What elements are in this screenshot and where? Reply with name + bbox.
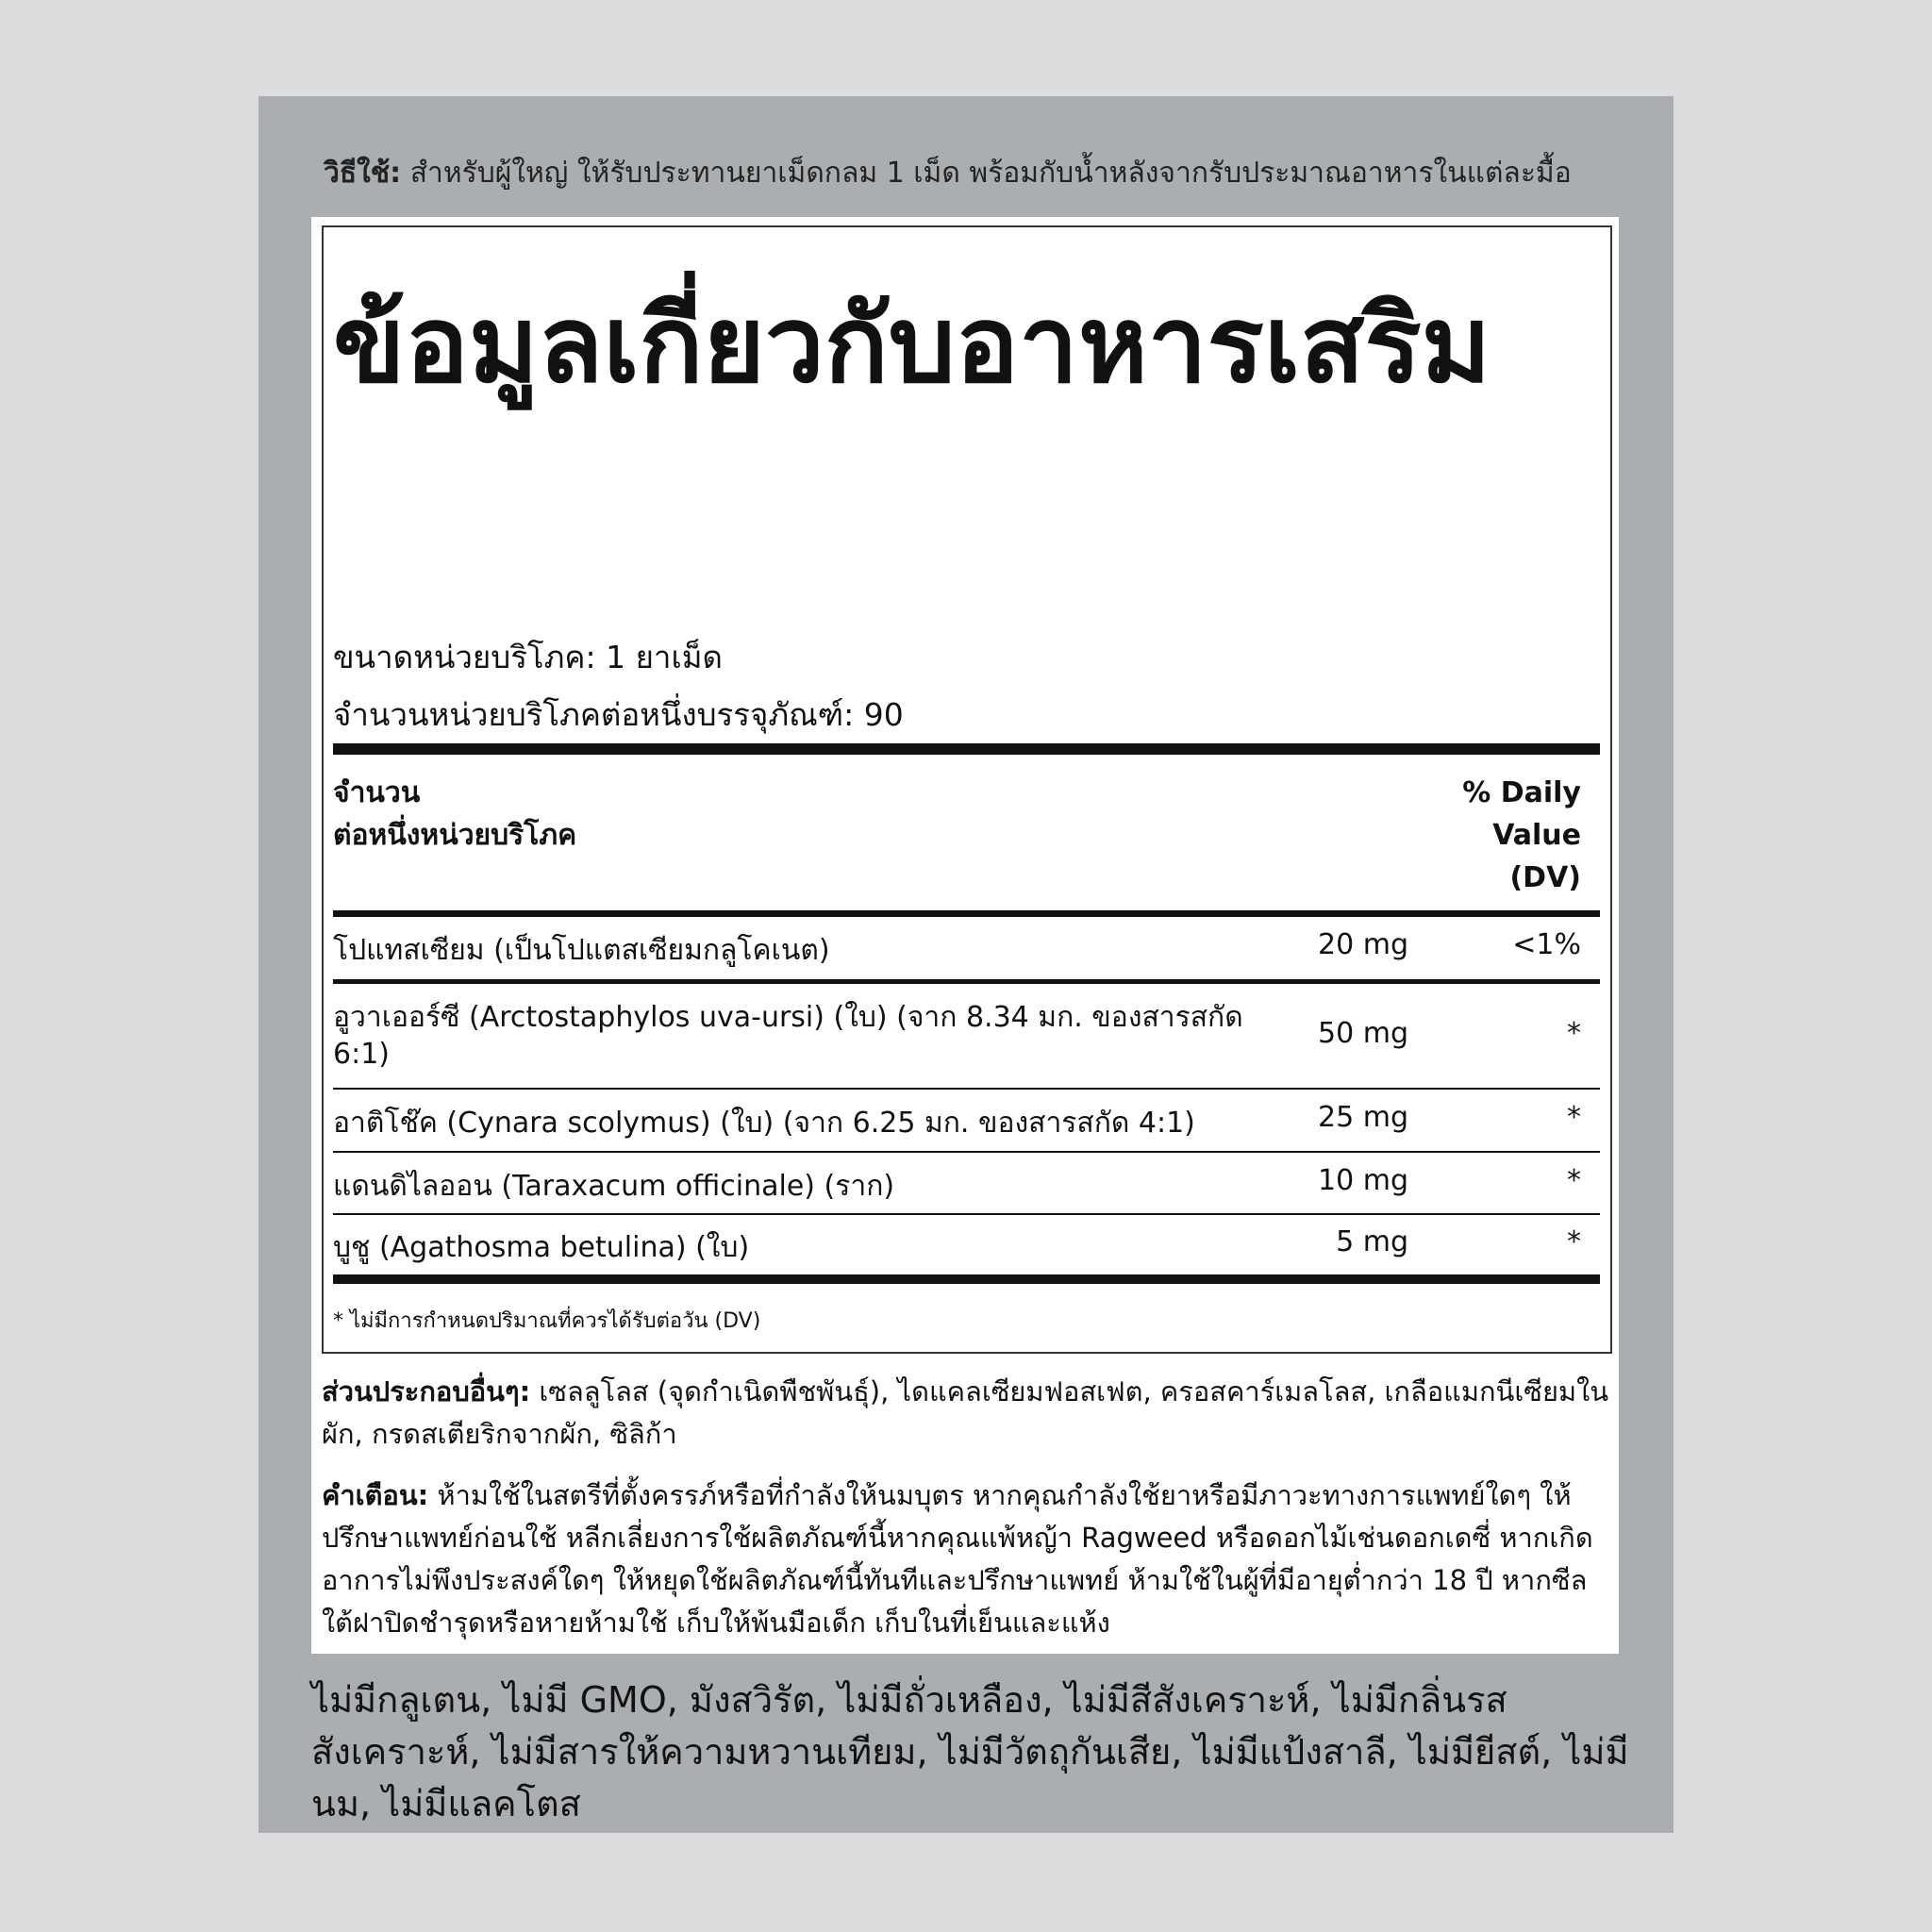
warning [322,1474,1614,1644]
free-from-list: ไม่มีกลูเตน, ไม่มี GMO, มังสวิรัต, ไม่มีถั่วเหลือง, ไม่มีสีสังเคราะห์, ไม่มีกลิ่นรสสังเคราะห์, ไม่มีสารให้ความหวานเทียม, ไม่มีวัตถุกันเสีย, ไม่มีแป้งสาลี, ไม่มียีสต์, ไม่มีนม, ไม่มีแลคโตส [311,1679,1629,1824]
footnote: * ไม่มีการกำหนดปริมาณที่ควรได้รับต่อวัน (DV) [333,1309,761,1333]
row-divider [333,1088,1600,1090]
nutrient-name: แดนดิไลออน (Taraxacum officinale) (ราก) [333,1170,895,1203]
divider-thick-bottom [333,1274,1600,1284]
other-ingredients-label: ส่วนประกอบอื่นๆ: [322,1375,531,1407]
directions-text: สำหรับผู้ใหญ่ ให้รับประทานยาเม็ดกลม 1 เม็ด พร้อมกับน้ำหลังจากรับประมาณอาหารในแต่ละมื้อ [401,157,1572,190]
dv-header-line1: % Daily [1462,776,1581,809]
row-divider [333,1213,1600,1215]
nutrient-dv: * [1567,1225,1581,1258]
nutrient-name-line2: 6:1) [333,1038,390,1071]
nutrient-amount: 5 mg [1336,1225,1408,1258]
nutrient-amount: 50 mg [1318,1017,1408,1050]
facts-title: ข้อมูลเกี่ยวกับอาหารเสริม [333,284,1491,407]
nutrient-name: อาติโช๊ค (Cynara scolymus) (ใบ) (จาก 6.25 มก. ของสารสกัด 4:1) [333,1107,1195,1140]
amount-header-line1: จำนวน [333,776,421,809]
nutrient-dv: * [1567,1101,1581,1134]
divider-thick [333,743,1600,755]
amount-header-line2: ต่อหนึ่งหน่วยบริโภค [333,819,577,852]
other-ingredients [322,1371,1614,1456]
divider-medium [333,910,1600,917]
row-divider [333,1151,1600,1153]
nutrient-name: อูวาเออร์ซี (Arctostaphylos uva-ursi) (ใบ) (จาก 8.34 มก. ของสารสกัด [333,1001,1243,1034]
other-ingredients-text: เซลลูโลส (จุดกำเนิดพืชพันธุ์), ไดแคลเซียมฟอสเฟต, ครอสคาร์เมลโลส, เกลือแมกนีเซียมในผัก, กรดสเตียริกจากผัก, ซิลิก้า [322,1375,1609,1450]
nutrient-dv: * [1567,1164,1581,1197]
serving-size: ขนาดหน่วยบริโภค: 1 ยาเม็ด [333,639,723,675]
nutrient-name: บูชู (Agathosma betulina) (ใบ) [333,1231,750,1264]
nutrient-amount: 10 mg [1318,1164,1408,1197]
warning-label: คำเตือน: [322,1479,429,1511]
dv-header-line3: (DV) [1509,861,1581,894]
row-divider [333,979,1600,984]
warning-text: ห้ามใช้ในสตรีที่ตั้งครรภ์หรือที่กำลังให้นมบุตร หากคุณกำลังใช้ยาหรือมีภาวะทางการแพทย์ใดๆ ให้ปรึกษาแพทย์ก่อนใช้ หลีกเลี่ยงการใช้ผลิตภัณฑ์นี้หากคุณแพ้หญ้า Ragweed หรือดอกไม้เช่นดอกเดซี่ หากเกิดอาการไม่พึงประสงค์ใดๆ ให้หยุดใช้ผลิตภัณฑ์นี้ทันทีและปรึกษาแพทย์ ห้ามใช้ในผู้ที่มีอายุต่ำกว่า 18 ปี หากซีลใต้ฝาปิดชำรุดหรือหายห้ามใช้ เก็บให้พ้นมือเด็ก เก็บในที่เย็นและแห้ง [322,1479,1593,1639]
directions-label: วิธีใช้: [324,157,402,190]
dv-header [1392,772,1581,899]
directions [324,151,1572,195]
amount-header [333,772,576,857]
nutrient-name: โปแทสเซียม (เป็นโปแตสเซียมกลูโคเนต) [333,934,830,967]
nutrient-amount: 25 mg [1318,1101,1408,1134]
servings-per-container: จำนวนหน่วยบริโภคต่อหนึ่งบรรจุภัณฑ์: 90 [333,696,904,733]
nutrient-amount: 20 mg [1318,928,1408,961]
dv-header-line2: Value [1492,819,1581,852]
nutrient-dv: * [1567,1017,1581,1050]
nutrient-dv: <1% [1512,928,1581,961]
